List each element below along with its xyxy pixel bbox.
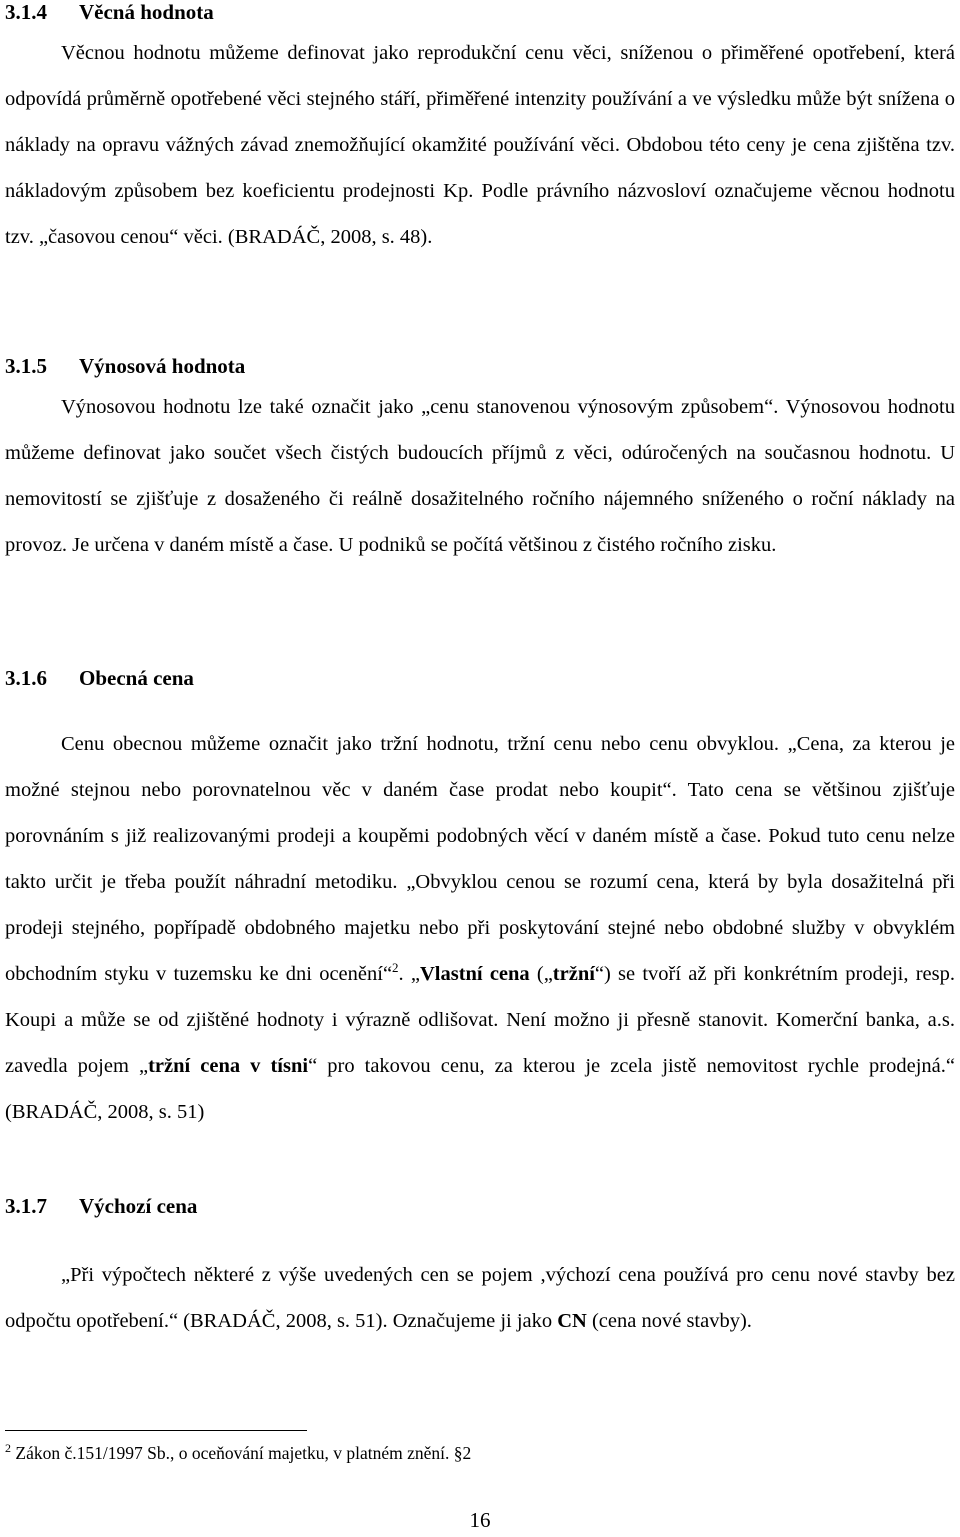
paragraph-vecna-hodnota: Věcnou hodnotu můžeme definovat jako reprodukční cenu věci, sníženou o přiměřené opotřebení, která odpovídá průměrně opotřebené věci stejného stáří, přiměřené intenzity používání a ve výsledku může být snížena o náklady na opravu vážných závad znemožňující okamžité používání věci. Obdobou této ceny je cena zjištěna tzv. nákladovým způsobem bez koeficientu prodejnosti Kp. Podle právního názvosloví označujeme věcnou hodnotu tzv. „časovou cenou“ věci. (BRADÁČ, 2008, s. 48). — [5, 42, 955, 248]
text-run: (cena nové stavby). — [586, 1310, 752, 1332]
text-run: Cenu obecnou můžeme označit jako tržní hodnotu, tržní cenu nebo cenu obvyklou. „Cena, za kterou je možné stejnou nebo porovnatelnou věc v daném čase prodat nebo koupit“. Tato cena se většinou zjišťuje porovnáním s již realizovanými prodeji a koupěmi podobných věcí v daném místě a čase. Pokud tuto cenu nelze takto určit je třeba použít náhradní metodiku. „Obvyklou cenou se rozumí cena, která by byla dosažitelná při prodeji stejného, popřípadě obdobného majetku nebo při poskytování stejné nebo obdobné služby v obvyklém obchodním styku v tuzemsku ke dni ocenění“ — [5, 733, 955, 985]
section-title: Věcná hodnota — [79, 0, 214, 24]
section-heading-3-1-5 — [5, 354, 245, 378]
section-title: Obecná cena — [79, 666, 194, 690]
bold-term: CN — [557, 1310, 587, 1332]
section-title: Výchozí cena — [79, 1194, 198, 1218]
section-heading-3-1-7 — [5, 1194, 197, 1218]
section-number: 3.1.5 — [5, 354, 47, 378]
section-heading-3-1-6 — [5, 666, 194, 690]
section-heading-3-1-4 — [5, 0, 214, 24]
text-run: . „ — [398, 963, 420, 985]
paragraph-obecna-cena — [5, 721, 955, 1135]
section-title: Výnosová hodnota — [79, 354, 246, 378]
footnote-reference: 2 — [392, 960, 399, 976]
text-run: („ — [529, 963, 553, 985]
section-number: 3.1.6 — [5, 666, 47, 690]
footnote-text: Zákon č.151/1997 Sb., o oceňování majetku, v platném znění. §2 — [11, 1443, 472, 1463]
footnote — [5, 1441, 471, 1465]
text-run: “) se tvoří až při konkrétním prodeji, resp. Koupi a může se od zjištěné hodnoty i výrazně odlišovat. Není možno ji přesně stanovit. Komerční banka, a.s. zavedla pojem „ — [5, 963, 955, 1077]
paragraph-vynosova-hodnota: Výnosovou hodnotu lze také označit jako „cenu stanovenou výnosovým způsobem“. Výnosovou hodnotu můžeme definovat jako součet všech čistých budoucích příjmů z věci, odúročených na současnou hodnotu. U nemovitostí se zjišťuje z dosaženého či reálně dosažitelného ročního nájemného sníženého o roční náklady na provoz. Je určena v daném místě a čase. U podniků se počítá většinou z čistého ročního zisku. — [5, 396, 955, 556]
footnote-marker: 2 — [5, 1441, 11, 1456]
paragraph-vychozi-cena — [5, 1252, 955, 1344]
section-number: 3.1.4 — [5, 0, 47, 24]
bold-term: tržní cena v tísni — [148, 1055, 309, 1077]
page-number: 16 — [469, 1508, 491, 1532]
bold-term: Vlastní cena — [419, 963, 530, 985]
section-number: 3.1.7 — [5, 1194, 47, 1218]
text-run: “ pro takovou cenu, za kterou je zcela jistě nemovitost rychle prodejná.“ (BRADÁČ, 2008, s. 51) — [5, 1055, 955, 1123]
bold-term: tržní — [552, 963, 595, 985]
text-run: „Při výpočtech některé z výše uvedených cen se pojem ,výchozí cena používá pro cenu nové stavby bez odpočtu opotřebení.“ (BRADÁČ, 2008, s. 51). Označujeme ji jako — [5, 1264, 955, 1332]
footnote-separator — [5, 1430, 307, 1431]
